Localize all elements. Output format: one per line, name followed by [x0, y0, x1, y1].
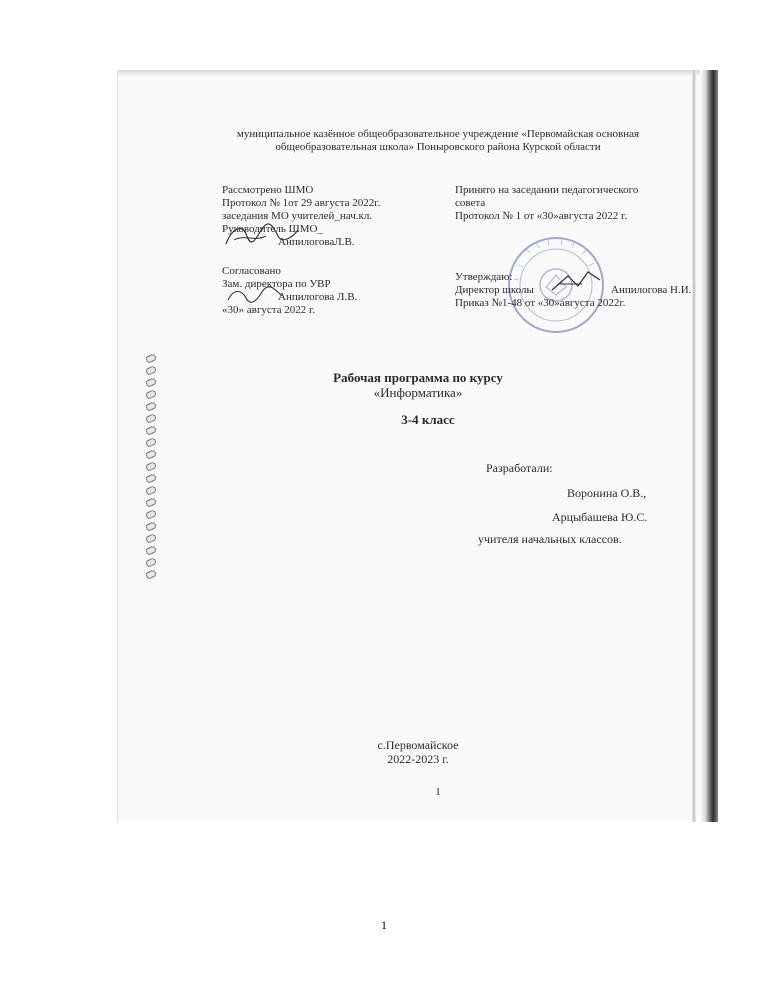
- author-artsybasheva: Арцыбашева Ю.С.: [552, 510, 648, 524]
- approval-director-line1: Утверждаю:: [455, 271, 513, 283]
- authors-role: учителя начальных классов.: [478, 532, 622, 546]
- approval-council-line2: совета: [455, 197, 486, 209]
- signature-deputy: [226, 284, 286, 306]
- course-name: «Информатика»: [373, 385, 463, 400]
- approval-council-line1: Принято на заседании педагогического: [455, 184, 639, 196]
- approval-council-line3: Протокол № 1 от «30»августа 2022 г.: [455, 210, 628, 222]
- place-name: с.Первомайское: [377, 738, 459, 752]
- binding-thread: [146, 355, 156, 585]
- author-voronina: Воронина О.В.,: [567, 486, 647, 500]
- approval-shmo-line2: Протокол № 1от 29 августа 2022г.: [222, 197, 381, 209]
- director-name: Анпилогова Н.И.: [611, 284, 692, 296]
- approval-shmo-line1: Рассмотрено ШМО: [222, 184, 314, 196]
- scan-shadow-line: [692, 70, 696, 822]
- program-title: Рабочая программа по курсу: [333, 370, 503, 385]
- signature-director: [548, 268, 608, 294]
- institution-name-line1: муниципальное казённое общеобразовательное учреждение «Первомайская основная: [236, 128, 640, 140]
- scanned-title-page: [117, 70, 718, 822]
- agreement-line4: «30» августа 2022 г.: [222, 304, 316, 316]
- scan-right-edge: [700, 70, 718, 822]
- approval-shmo-line5: АнпилоговаЛ.В.: [278, 236, 355, 248]
- academic-year: 2022-2023 г.: [387, 752, 449, 766]
- agreement-line1: Согласовано: [222, 265, 281, 277]
- page-number: 1: [381, 918, 387, 932]
- approval-shmo-line3: заседания МО учителей_нач.кл.: [222, 210, 373, 222]
- scan-page-number: 1: [435, 786, 441, 798]
- authors-heading: Разработали:: [486, 461, 553, 475]
- approval-director-line2: Директор школы: [455, 284, 534, 296]
- institution-name-line2: общеобразовательная школа» Поныровского района Курской области: [275, 141, 601, 153]
- scan-top-edge: [118, 70, 718, 76]
- agreement-line2: Зам. директора по УВР: [222, 278, 331, 290]
- approval-director-line3: Приказ №1-48 от «30»августа 2022г.: [455, 297, 626, 309]
- signature-shmo: [222, 220, 302, 250]
- approval-shmo-line4: Руководитель ШМО_: [222, 223, 323, 235]
- agreement-line3: Анпилогова Л.В.: [278, 291, 358, 303]
- grade-range: 3-4 класс: [401, 412, 455, 427]
